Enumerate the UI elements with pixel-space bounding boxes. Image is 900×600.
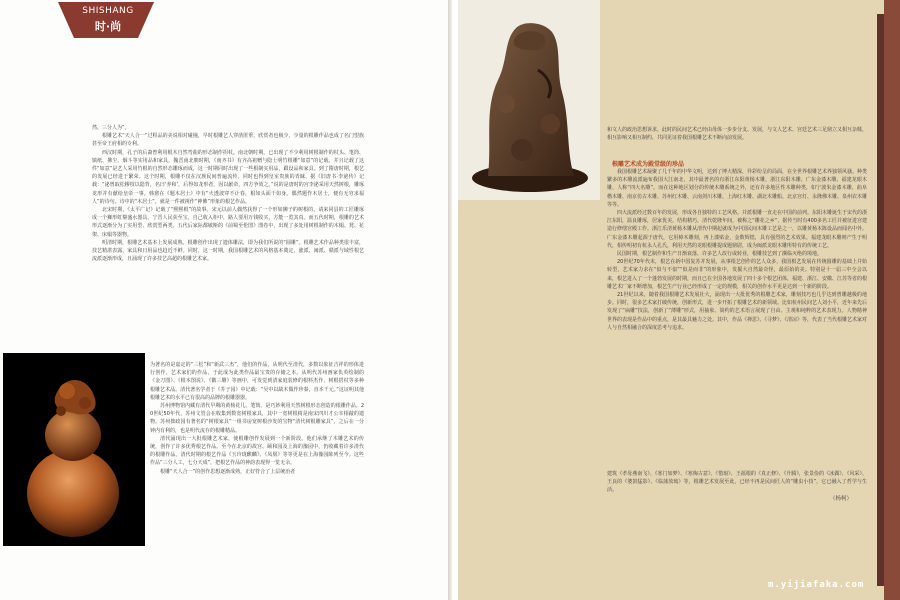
paragraph: 西汉时期，孔子的后裔曾利用根木自然弯曲的形态制作拐杖。南北朝时期，已出现了不少利用树根制作的杖头、笔筒、镇纸、拂尘、烟斗等实用品和家具。魏晋南北朝时期，《南齐书》有齐高祖赠与隐士明竹根雕“如意”的记载，并且记载了这件“如意”是艺人采用竹根的自然形态雕琢而成，这一时期同时出现了一些根制实用品，跟设品和家具。到了隋唐时期，根艺的发展已经进于繁荣。这个时期，根雕不仅在汉族民间普遍流传，同时也得到皇室贵族的青睐，据《旧唐书·李泌传》记载：“泌曾取松樛枝以隐背，名曰‘养和’，后得如龙形者，因以献帝，四方争效之。”说的是唐时的宫李泌采用天然树根，雕琢龙形并有献给皇帝一事。韩愈在《题木居士》中有“火透波穿不计春，根如头面干如身。偶然题作木居士，便有无穷求福人”的诗句。诗中的“木居士”，就是一件被视作“神佛”形象的根艺作品。: [92, 149, 364, 205]
right-column-1: [607, 126, 867, 158]
paragraph: 苏州博物馆内藏有清代早期的黄杨花几、笔筒、是巧妙利用天然树根形态创造的根雕作品。20世纪50年代，苏州文管会在收集到数宽树根家具，其中一宽树根椅是南宋四川才公宰相敲的遗物。苏州拙政园有著名的“树根家具”一组书房宽树根沙发的宝物“清代树根雕家具”，之后在一分钟内有利的，也是明代流存的根雕精品。: [150, 403, 364, 434]
section-subheading: 根雕艺术成为殿堂级的珍品: [612, 161, 685, 168]
paragraph: 民国时期，根艺制作和生产日渐衰落，许多艺人改行或转业，根雕技艺到了濒临灭绝的境地。: [617, 251, 823, 258]
section-tag: [58, 2, 154, 38]
root-sculpture-photo: [458, 0, 600, 200]
section-name-en: SHISHANG: [82, 6, 134, 16]
watermark-text: m.yijiafaka.com: [768, 580, 865, 590]
section-name-cn: 时·尚: [94, 20, 122, 33]
paragraph: 21世纪以来，随着我国根雕艺术发展壮大，涌现出一大批优秀的根雕艺术家，雕刻技巧也几乎达到曾雕越极的地步。同时，很多艺术家打破传统，创新形式，进一步开拓了根雕艺术的新领域。比如杭州民间艺人刘小平，近年来先后发现了“扁雕”技法，创新了“薄雕”形式，用抽象、简约的艺术语言展现了自由、主观和纯粹的艺术表现力。人物精神世界的表现是作品中的重点，是其最具魅力之处。其中，作品《禅思》、《寻梦》、《清凉》等，代表了当代根雕艺术家对人与自然相融合的深度思考与追求。: [607, 292, 868, 331]
paragraph: 根雕“天人合一”的创作思想逐渐成熟，正好符合了上层统治者: [160, 468, 296, 475]
paragraph: 为著名的是嘉定的“三松”和“新武三杰”，他们的作品，从明代至清代，多数以象征吉祥的形体进行创作。艺术家们的作品，于此成为此类作品最宝贵的存储之本。从明代苏州画家仇英绘制的《金刀图》、《根本图说》、《徽三雕》等画中，可发觉到清家庭装修的根料杰作，树根搭杖等多种根雕艺术品。清代著名学者于《芥子园》中记载：“吴中以缺木做作珍秦，直本干元。”这证明其他根雕艺术的水平已有很高的品牌的根雕器器。: [150, 362, 364, 401]
paragraph: 明清时期，根雕艺术基本上发展成熟。根雕创作出现了遗体雕法，即为我们所说的“圆雕”。根雕艺术作品种类很丰富，技艺精湛表露，家具和日用品也趋近不鲜。同时，这一时期，我国根雕艺术的风格基本奠定，涨派、闽派、赣派与域性根艺流派逐渐形成，且涌现了许多技艺高超的根雕艺术家。: [92, 239, 364, 263]
right-column-2: [607, 168, 867, 468]
paragraph: 和文人的政治思想诉求，此时的民间艺术已经由母体一步步分支、发展，与文人艺术、宫廷艺术三足鼎立又相互杂糅，相互影响又相互制约，共同见证着我国根雕艺术不断向前发展。: [607, 127, 868, 142]
author-byline: （杨柯）: [830, 496, 853, 502]
paragraph: 我国根雕艺术凝聚了几千年的中华文明，达到了博大精深，异彩纷呈的局面，在全世界根雕艺术界独领风骚。种类繁多的木雕流派遍布我国大江南北，其中最著名的有浙江东阳黄杨木雕，浙江东阳木雕、广东金漆木雕、福建龙眼木雕，人称“四大名雕”。而在这种地区划分的传统木雕系统之外，还有许多地区性木雕种类，如宁波朱金漆木雕、曲阜楷木雕、南京仿古木雕、苏州红木雕、云南剑川木雕、上海红木雕、湖北木雕船、北京宫灯、永隆佛木雕、泉州农木雕等等。: [607, 169, 868, 208]
page-edge-red-band: [884, 0, 900, 600]
gourd-root-carving-photo: [3, 353, 145, 546]
left-column-1: [92, 124, 364, 360]
paragraph: 建筑《孝母燕南飞》、《寒门如梦》、《寒梅古意》、《惜琅》、王福根的《真正修》、《升腾》，张景俭的《冰偶》、《风采》、王良的《婆鼓猛影》、《临蒲放琉》等，根雕艺术发展至此，已经不再是民间匠人的“雕虫小技”，它已融入了哲学与生活。: [607, 471, 867, 494]
paragraph: 北宋时期，《太平广记》记载了“熙熙根”的故事。宋元以前人偶然获得了一个形如狮子的树根的，请来同县的工匠雕琢成一个狮形虹鍪盛水器具，宁晋人民获至宝，自己收入柜中，路人要用万钱收买，方能一览其真。而五代时期，根雕的艺术形式逐渐分为了实用型、欣赏型两类。五代后家际都敏斯的《前蜀至伦图》图卷中，出现了多处用树根制作的木榻、凳、花架、床榻等器物。: [92, 207, 364, 238]
paragraph: 清代涌现出一大批根雕艺术家，使根雕创作发展到一个新阶段。他们承继了木雕艺术的传统，创作了许多优秀根艺作品。至今在北京的故宫、颐和园及上海的豫园中，仍收藏着许多清代的根雕作品。清代时期的根艺作品《玉玲珑麒麟》、《凤凰》等等更是在上海豫园陈列至今。这些作品“三分人工，七分天成”，把根艺作品的神韵表现得一览无余。: [150, 435, 364, 467]
paragraph: 根雕艺术“天人合一”过程品的美说相对碰撞，早时根雕艺人穿凿匿垂，欣赏者也极少，少量的根雕作品也成了名门望族甚至帝王府相的专利。: [92, 133, 364, 148]
paragraph: 四大流派经过数百年的发展，形成各自独特的工艺风格。并派根雕一直走在中国的前列。东阳木雕诞生于宋代的浙江东阳，温良雕琢，居家优美，结构精巧，清代乾隆年间，被称之“雕花之乡”，据传当时有400多名工匠并被征进宫建造行修缮宫殿工作。浙江乐清黄杨木雕从清代中期起就成为中国民间木雕工艺是之一，以雕黄杨木陈设品而闻名中外。广东金漆木雕起源于唐代，它用樟木雕刻，再上漆贴金，金数辉煌，具有强烈的艺术效果。福建龙眼木雕则产生于明代，相传明初有杭永人孔氏，利用天然的龙眼根雕提成题鼎尉，成为闽派龙眼木雕所特有的传统工艺。: [607, 210, 868, 249]
left-column-2: [150, 361, 364, 547]
paragraph: 20世纪70年代末，根艺在新中国复苏并发展，从事根艺创作的艺人众多，我国根艺发展在传统圆雕的基础上并始转型，艺术家力求在“似与不似”“似是而非”的形象中，发掘大自然最奇怪，最原始的美。特别是十一届三中全会以来，根艺进入了一个蓬勃发展的时期，而且已在全国各地发展了四十多个根艺团体，福建、浙江、安徽、江苏等省的根雕艺术厂家不断增加，根艺生产行业已经形成了一定的规模，相关的创作水平更是达到一个新的阶段。: [607, 259, 868, 290]
right-column-3: [607, 470, 867, 510]
paragraph: 然、三分人为”。: [92, 125, 130, 131]
